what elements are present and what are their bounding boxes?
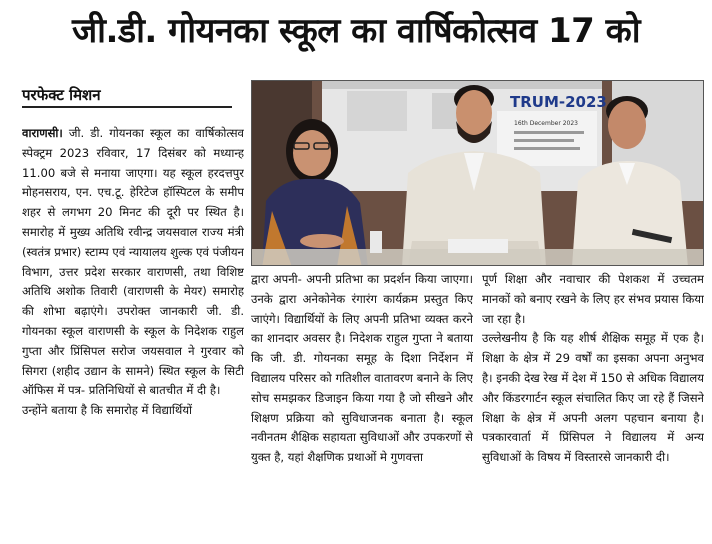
article-column-3: पूर्ण शिक्षा और नवाचार की पेशकश में उच्चतम मानकों को बनाए रखने के लिए हर संभव प्रयास किया जा रहा है। उल्लेखनीय है कि यह शीर्ष शैक्षिक समूह में एक है। शिक्षा के क्षेत्र में 29 वर्षों का इसका अपना अनुभव है। इनकी देख रेख में देश में 150 से अधिक विद्यालय और किंडरगार्टन स्कूल संचालित किए जा रहे हैं जिसने शिक्षा के क्षेत्र में अपनी अलग पहचान बनाया है। पत्रकारवार्ता में प्रिंसिपल ने विद्यालय में अन्य सुविधाओं के विषय में विस्तारसे जानकारी दी। bbox=[482, 272, 704, 465]
banner-date: 16th December 2023 bbox=[514, 120, 578, 127]
photo-illustration bbox=[252, 81, 704, 266]
article-column-1 bbox=[22, 124, 244, 542]
banner-title: TRUM-2023 bbox=[510, 93, 607, 111]
press-conference-photo bbox=[251, 80, 704, 266]
headline: जी.डी. गोयनका स्कूल का वार्षिकोत्सव 17 को bbox=[71, 11, 641, 51]
article-column-2: द्वारा अपनी- अपनी प्रतिभा का प्रदर्शन किया जाएगा। उनके द्वारा अनेकोनेक रंगारंग कार्यक्रम प्रस्तुत किए जाएंगे। विद्यार्थियों के लिए अपनी प्रतिभा व्यक्त करने का शानदार अवसर है। निदेशक राहुल गुप्ता ने बताया कि जी. डी. गोयनका समूह के दिशा निर्देशन में विद्यालय परिसर को गतिशील वातावरण बनाने के लिए सोच समझकर डिजाइन किया गया है जो सीखने और शिक्षण प्रक्रिया को सुविधाजनक बनाता है। स्कूल नवीनतम शैक्षिक सहायता सुविधाओं और उपकरणों से युक्त है, यहां शैक्षणिक प्रथाओं मे गुणवत्ता bbox=[251, 272, 473, 465]
byline: परफेक्ट मिशन bbox=[22, 82, 232, 108]
dateline: वाराणसी। bbox=[22, 126, 63, 140]
article-text-1: जी. डी. गोयनका स्कूल का वार्षिकोत्सव स्पेक्ट्रम 2023 रविवार, 17 दिसंबर को मध्यान्ह 11.00 बजे से मनाया जाएगा। यह स्कूल हरदत्तपुर मोहनसराय, एन. एच.टू. हेरिटेज हॉस्पिटल के समीप शहर से लगभग 20 मिनट की दूरी पर स्थित है। समारोह में मुख्य अतिथि रवीन्द्र जयसवाल राज्य मंत्री (स्वतंत्र प्रभार) स्टाम्प एवं न्यायालय शुल्क एवं पंजीयन विभाग, उत्तर प्रदेश सरकार वाराणसी, तथा विशिष्ट अतिथि अशोक तिवारी (वाराणसी के मेयर) समारोह की शोभा बढ़ाएंगे। उपरोक्त जानकारी जी. डी. गोयनका स्कूल वाराणसी के स्कूल के निदेशक राहुल गुप्ता और प्रिंसिपल सरोज जयसवाल ने गुरवार को सिगरा (शहीद उद्यान के सामने) स्थित स्कूल के सिटी ऑफिस में पत्र- प्रतिनिधियों से बातचीत में दी है। उन्होंने बताया है कि समारोह में विद्यार्थियों bbox=[22, 126, 244, 418]
